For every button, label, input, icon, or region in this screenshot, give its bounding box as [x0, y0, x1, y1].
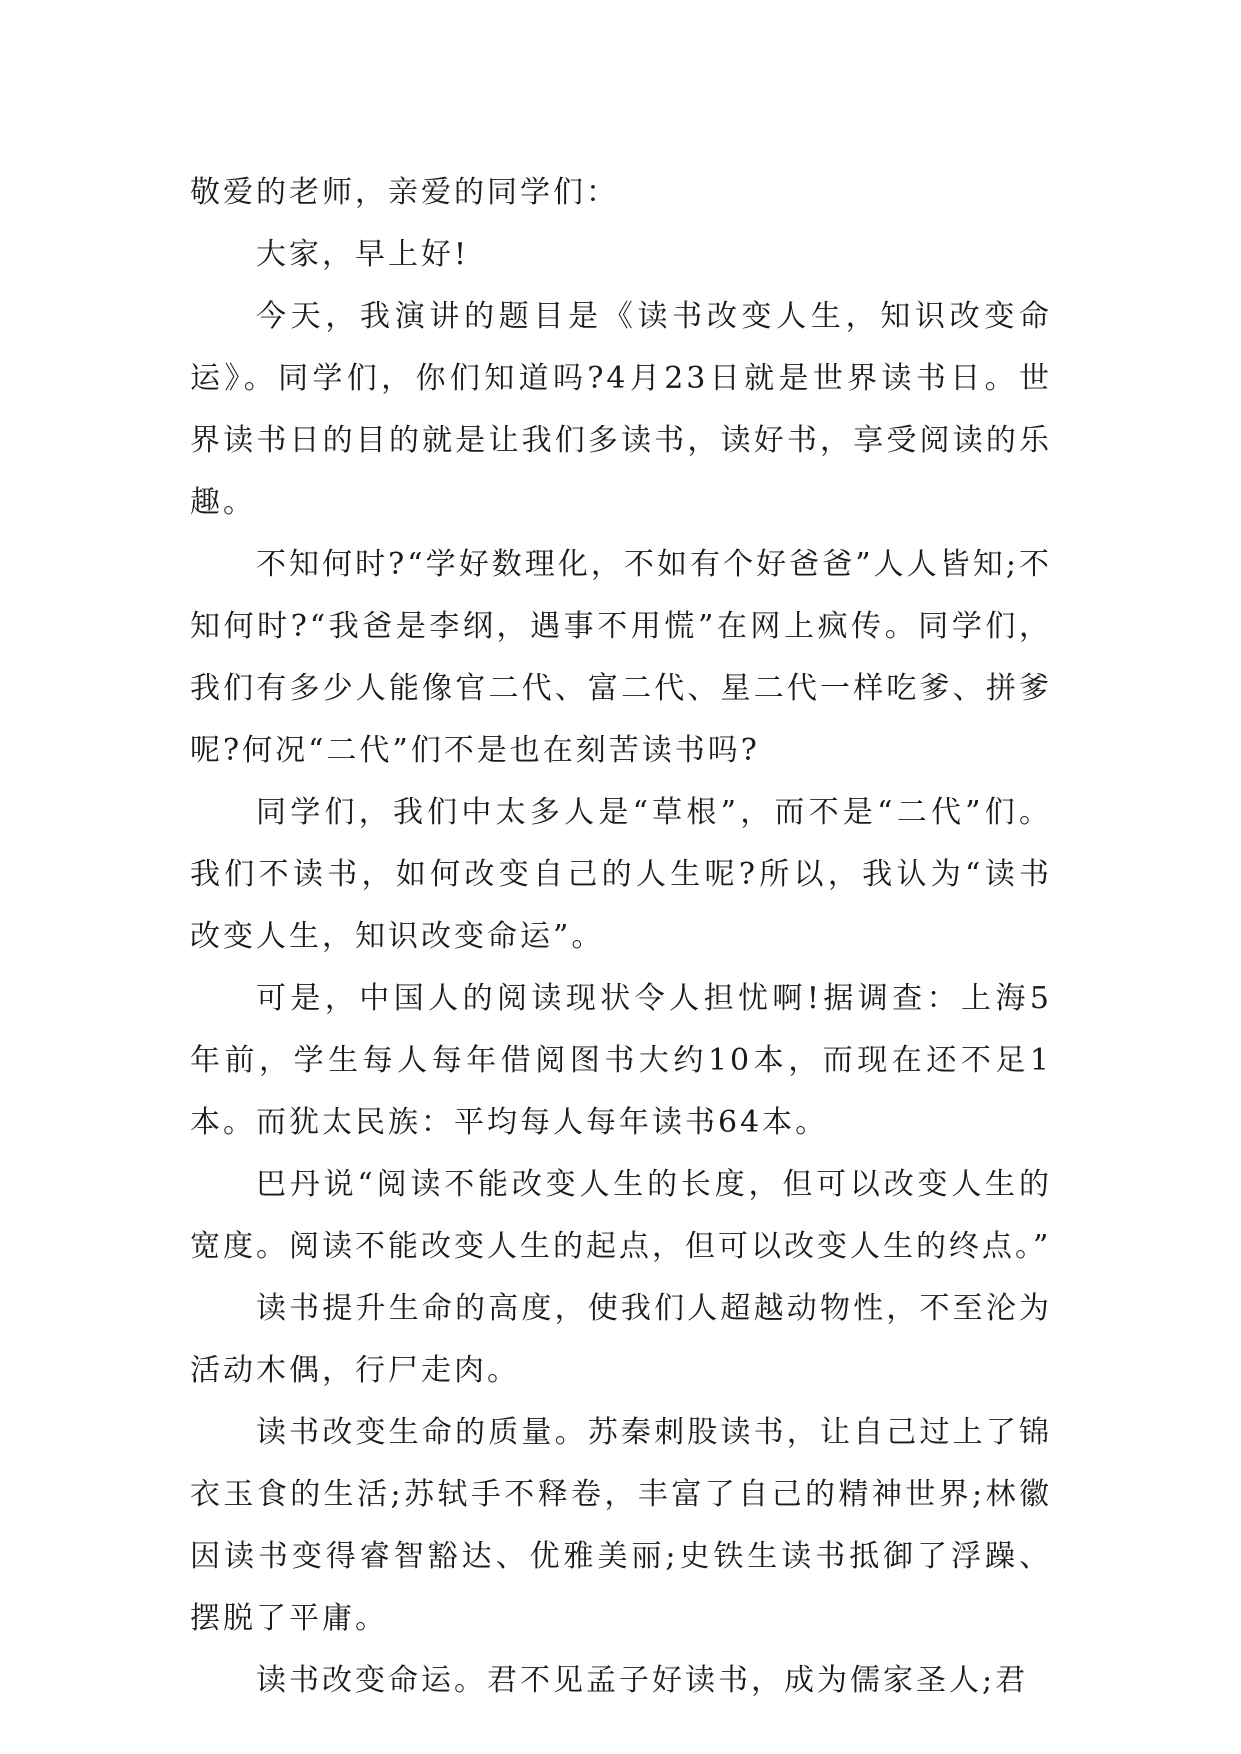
speech-body	[190, 162, 1052, 1712]
paragraph-quality: 读书改变生命的质量。苏秦刺股读书，让自己过上了锦衣玉食的生活;苏轼手不释卷，丰富了自己的精神世界;林徽因读书变得睿智豁达、优雅美丽;史铁生读书抵御了浮躁、摆脱了平庸。	[190, 1415, 1052, 1636]
paragraph-quote: 巴丹说“阅读不能改变人生的长度，但可以改变人生的宽度。阅读不能改变人生的起点，但可以改变人生的终点。”	[190, 1167, 1052, 1264]
paragraph-grassroots: 同学们，我们中太多人是“草根”，而不是“二代”们。我们不读书，如何改变自己的人生呢?所以，我认为“读书改变人生，知识改变命运”。	[190, 795, 1052, 954]
paragraph-survey: 可是，中国人的阅读现状令人担忧啊!据调查：上海5年前，学生每人每年借阅图书大约10本，而现在还不足1本。而犹太民族：平均每人每年读书64本。	[190, 981, 1052, 1140]
paragraph-height: 读书提升生命的高度，使我们人超越动物性，不至沦为活动木偶，行尸走肉。	[190, 1291, 1052, 1388]
paragraph-greeting: 大家，早上好!	[256, 237, 470, 272]
paragraph-destiny: 读书改变命运。君不见孟子好读书，成为儒家圣人;君	[256, 1663, 1029, 1698]
paragraph-topic: 今天，我演讲的题目是《读书改变人生，知识改变命运》。同学们，你们知道吗?4月23日就是世界读书日。世界读书日的目的就是让我们多读书，读好书，享受阅读的乐趣。	[190, 299, 1052, 520]
salutation: 敬爱的老师，亲爱的同学们：	[190, 175, 619, 210]
paragraph-sayings: 不知何时?“学好数理化，不如有个好爸爸”人人皆知;不知何时?“我爸是李纲，遇事不用慌”在网上疯传。同学们，我们有多少人能像官二代、富二代、星二代一样吃爹、拼爹呢?何况“二代”们不是也在刻苦读书吗?	[190, 547, 1052, 768]
